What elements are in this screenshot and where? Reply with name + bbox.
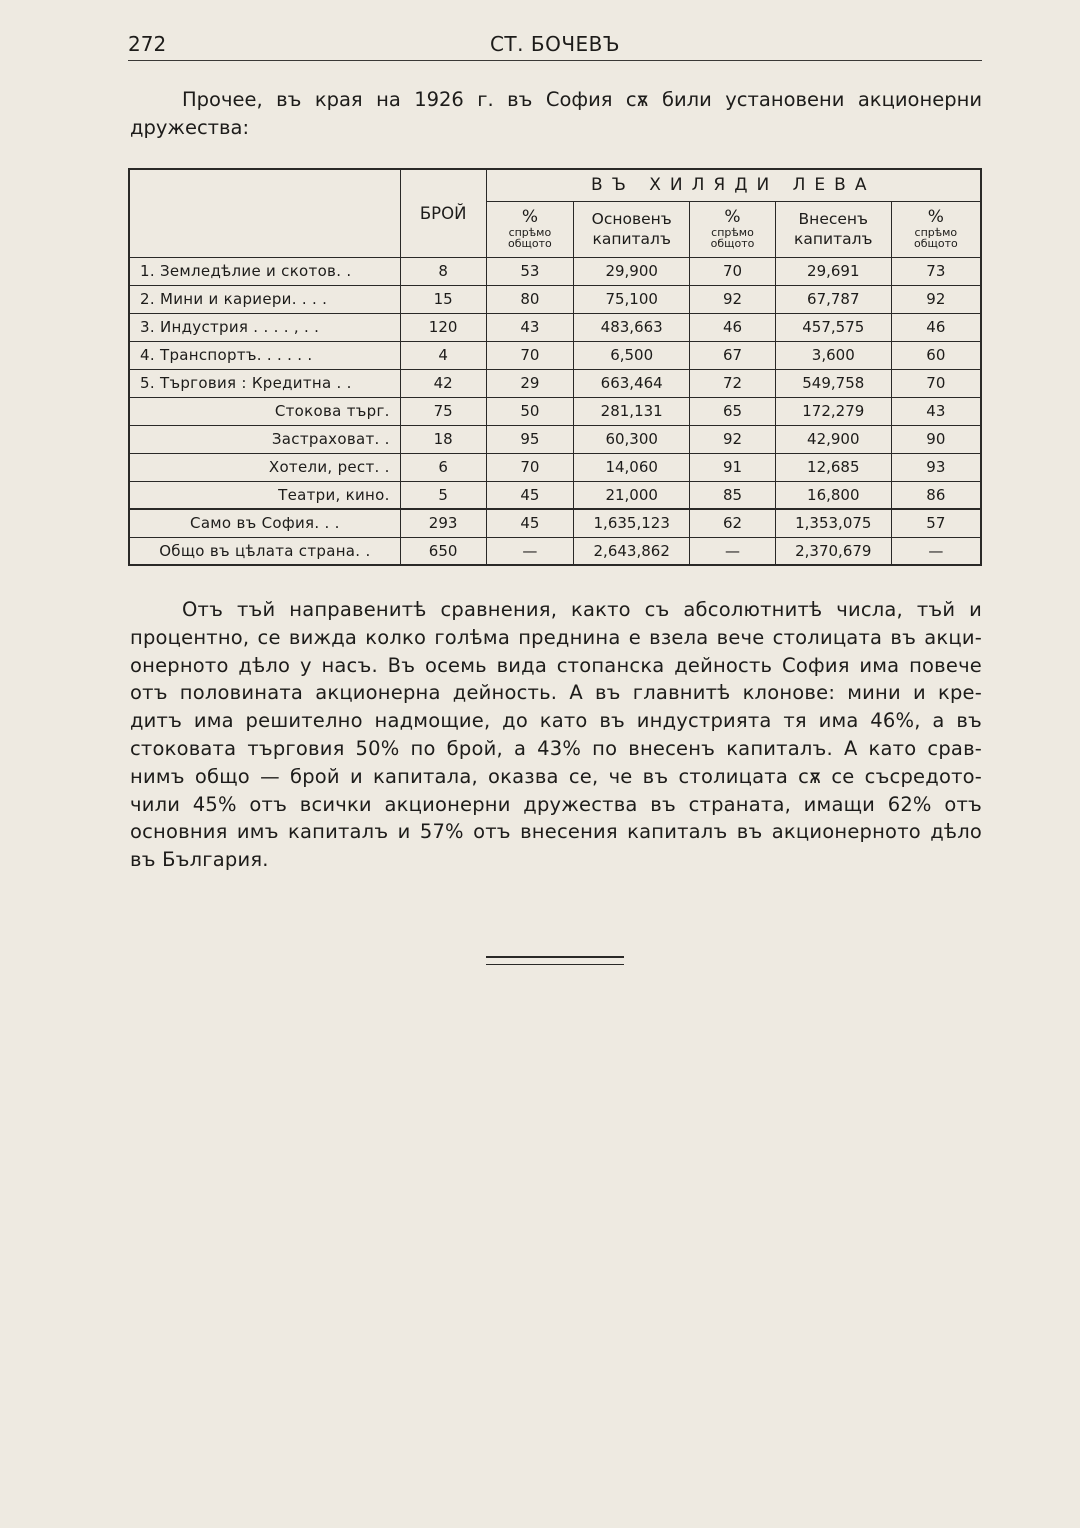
header-pct-paid: % спрѣмо общото	[891, 201, 981, 257]
table-row: Хотели, рест. . 6 70 14,060 91 12,685 93	[129, 453, 981, 481]
text-line: отъ половината акционерна дейность. А въ главнитѣ клонове: мини и кре-	[130, 681, 982, 705]
page-number: 272	[128, 32, 167, 56]
table-total-row: Общо въ цѣлата страна. . 650 — 2,643,862 — 2,370,679 —	[129, 537, 981, 565]
header-group-title: ВЪ ХИЛЯДИ ЛЕВА	[486, 169, 981, 201]
text-line: процентно, се вижда колко голѣма преднина е взела вече столицата въ акци-	[130, 625, 982, 649]
text-line: въ България.	[130, 848, 269, 872]
table-row: 4. Транспортъ. . . . . . 4 70 6,500 67 3,600 60	[129, 341, 981, 369]
header-pct-count: % спрѣмо общото	[486, 201, 574, 257]
table-row: Театри, кино. 5 45 21,000 85 16,800 86	[129, 481, 981, 509]
table-row: 2. Мини и кариери. . . . 15 80 75,100 92 67,787 92	[129, 285, 981, 313]
header-paid-capital: Внесенъ капиталъ	[775, 201, 891, 257]
header-blank-cell	[129, 169, 400, 257]
text-line: дитъ има решително надмощие, до като въ индустрията тя има 46%, а въ	[130, 709, 982, 733]
table-row: Застраховат. . 18 95 60,300 92 42,900 90	[129, 425, 981, 453]
header-basic-capital: Основенъ капиталъ	[574, 201, 690, 257]
table-row: 1. Земледѣлие и скотов. . 8 53 29,900 70 29,691 73	[129, 257, 981, 285]
body-paragraph	[130, 596, 982, 874]
text-line: онерното дѣло у насъ. Въ осемь вида стопанска дейность София има повече	[130, 653, 982, 677]
table-row: 5. Търговия : Кредитна . . 42 29 663,464 72 549,758 70	[129, 369, 981, 397]
text-line: нимъ общо — брой и капитала, оказва се, че въ столицата сѫ се съсредото-	[130, 764, 982, 788]
joint-stock-companies-table	[128, 168, 982, 566]
table-total-row: Само въ София. . . 293 45 1,635,123 62 1,353,075 57	[129, 509, 981, 537]
table-header-row	[129, 169, 981, 201]
text-line: стоковата търговия 50% по брой, а 43% по внесенъ капиталъ. А като срав-	[130, 736, 982, 760]
intro-paragraph: Прочее, въ края на 1926 г. въ София сѫ били установени акционерни дружества:	[130, 88, 982, 139]
table-row: Стокова търг. 75 50 281,131 65 172,279 43	[129, 397, 981, 425]
section-divider	[486, 956, 624, 965]
table-row: 3. Индустрия . . . . , . . 120 43 483,663 46 457,575 46	[129, 313, 981, 341]
running-head-author: СТ. БОЧЕВЪ	[489, 32, 621, 56]
header-pct-basic: % спрѣмо общото	[690, 201, 776, 257]
running-head	[128, 30, 982, 61]
header-count: БРОЙ	[400, 169, 486, 257]
text-line: чили 45% отъ всички акционерни дружества въ страната, имащи 62% отъ	[130, 792, 982, 816]
text-line: Отъ тъй направенитѣ сравнения, както съ абсолютнитѣ числа, тъй и	[182, 598, 982, 621]
text-line: основния имъ капиталъ и 57% отъ внесения капиталъ въ акционерното дѣло	[130, 820, 982, 844]
